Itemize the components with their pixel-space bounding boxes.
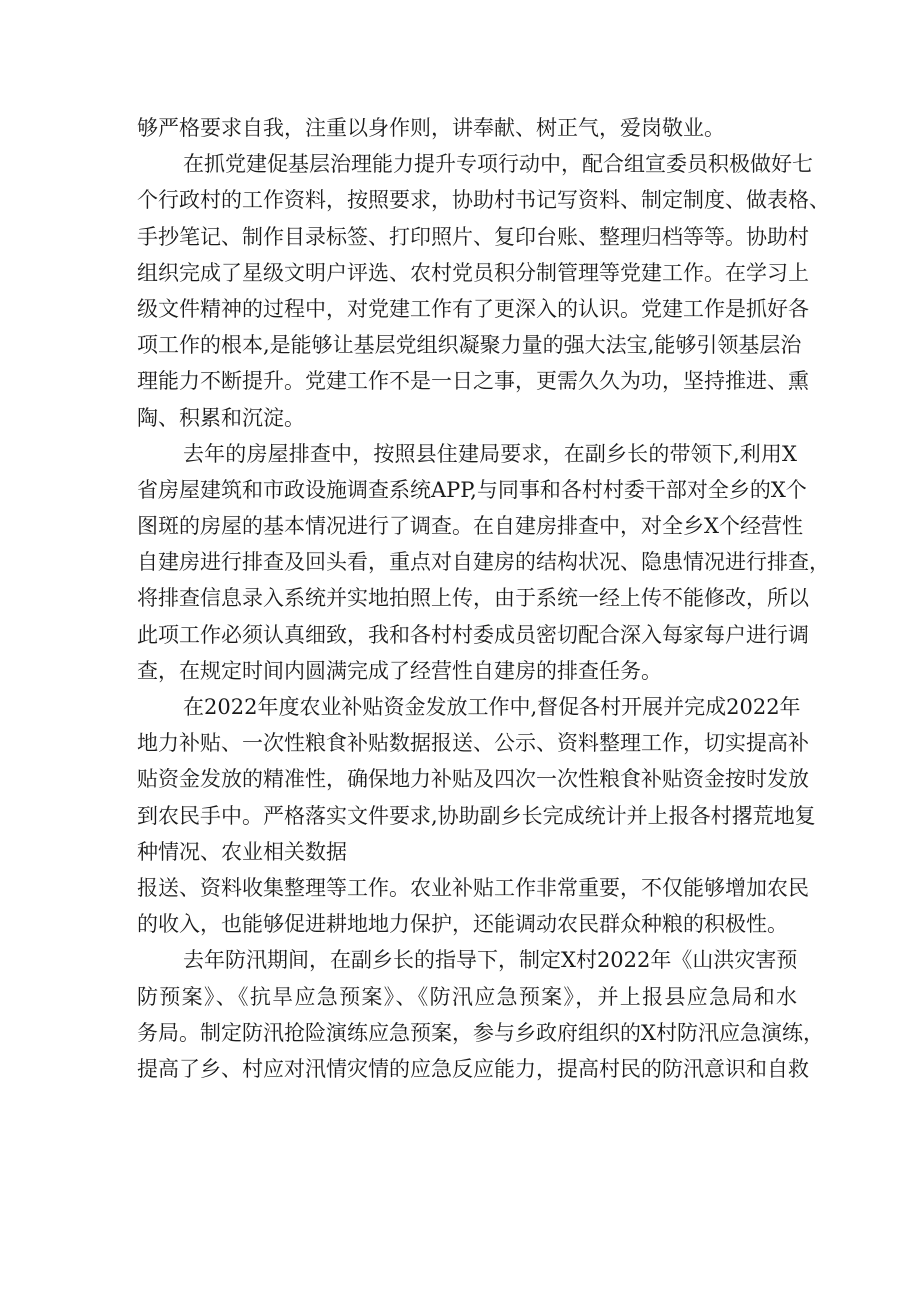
paragraph-first-line: 去年防汛期间，在副乡长的指导下，制定X村2022年《山洪灾害预 [183, 948, 798, 973]
paragraph-first-line: 在抓党建促基层治理能力提升专项行动中，配合组宣委员积极做好七 [183, 152, 813, 177]
text-line: 够严格要求自我，注重以身作则，讲奉献、树正气，爱岗敬业。 [137, 116, 725, 140]
text-line: 贴资金发放的精准性，确保地力补贴及四次一次性粮食补贴资金按时发放 [137, 767, 809, 792]
paragraph-last-line: 查，在规定时间内圆满完成了经营性自建房的排查任务。 [137, 658, 662, 683]
text-line: 种情况、农业相关数据 [137, 839, 347, 864]
paragraph-first-line: 在2022年度农业补贴资金发放工作中,督促各村开展并完成2022年 [183, 695, 801, 719]
text-line: 防预案》、《抗旱应急预案》、《防汛应急预案》，并上报县应急局和水 [137, 984, 797, 1009]
text-line: 此项工作必须认真细致，我和各村村委成员密切配合深入每家每户进行调 [137, 622, 809, 647]
text-line: 报送、资料收集整理等工作。农业补贴工作非常重要，不仅能够增加农民 [137, 875, 809, 900]
text-line: 提高了乡、村应对汛情灾情的应急反应能力，提高村民的防汛意识和自救 [137, 1056, 809, 1081]
text-line: 组织完成了星级文明户评选、农村党员积分制管理等党建工作。在学习上 [137, 260, 809, 285]
text-line: 务局。制定防汛抢险演练应急预案，参与乡政府组织的X村防汛应急演练， [137, 1020, 824, 1045]
text-line: 地力补贴、一次性粮食补贴数据报送、公示、资料整理工作，切实提高补 [137, 731, 809, 756]
paragraph-last-line: 陶、积累和沉淀。 [137, 405, 305, 430]
paragraph-first-line: 去年的房屋排查中，按照县住建局要求，在副乡长的带领下,利用X [183, 441, 797, 466]
text-line: 将排查信息录入系统并实地拍照上传，由于系统一经上传不能修改，所以 [137, 586, 809, 611]
text-line: 个行政村的工作资料，按照要求，协助村书记写资料、制定制度、做表格、 [137, 188, 830, 213]
document-body [137, 110, 830, 1087]
paragraph-last-line: 的收入，也能够促进耕地地力保护，还能调动农民群众种粮的积极性。 [137, 912, 788, 937]
text-line: 级文件精神的过程中，对党建工作有了更深入的认识。党建工作是抓好各 [137, 296, 809, 321]
text-line: 自建房进行排查及回头看，重点对自建房的结构状况、隐患情况进行排查， [137, 550, 830, 575]
text-line: 理能力不断提升。党建工作不是一日之事，更需久久为功，坚持推进、熏 [137, 369, 809, 394]
text-line: 到农民手中。严格落实文件要求,协助副乡长完成统计并上报各村撂荒地复 [137, 803, 816, 828]
text-line: 图斑的房屋的基本情况进行了调查。在自建房排查中，对全乡X个经营性 [137, 514, 803, 539]
text-line: 手抄笔记、制作目录标签、打印照片、复印台账、整理归档等等。协助村 [137, 224, 809, 249]
text-line: 省房屋建筑和市政设施调查系统APP,与同事和各村村委干部对全乡的X个 [137, 477, 807, 502]
text-line: 项工作的根本,是能够让基层党组织凝聚力量的强大法宝,能够引领基层治 [137, 333, 802, 358]
